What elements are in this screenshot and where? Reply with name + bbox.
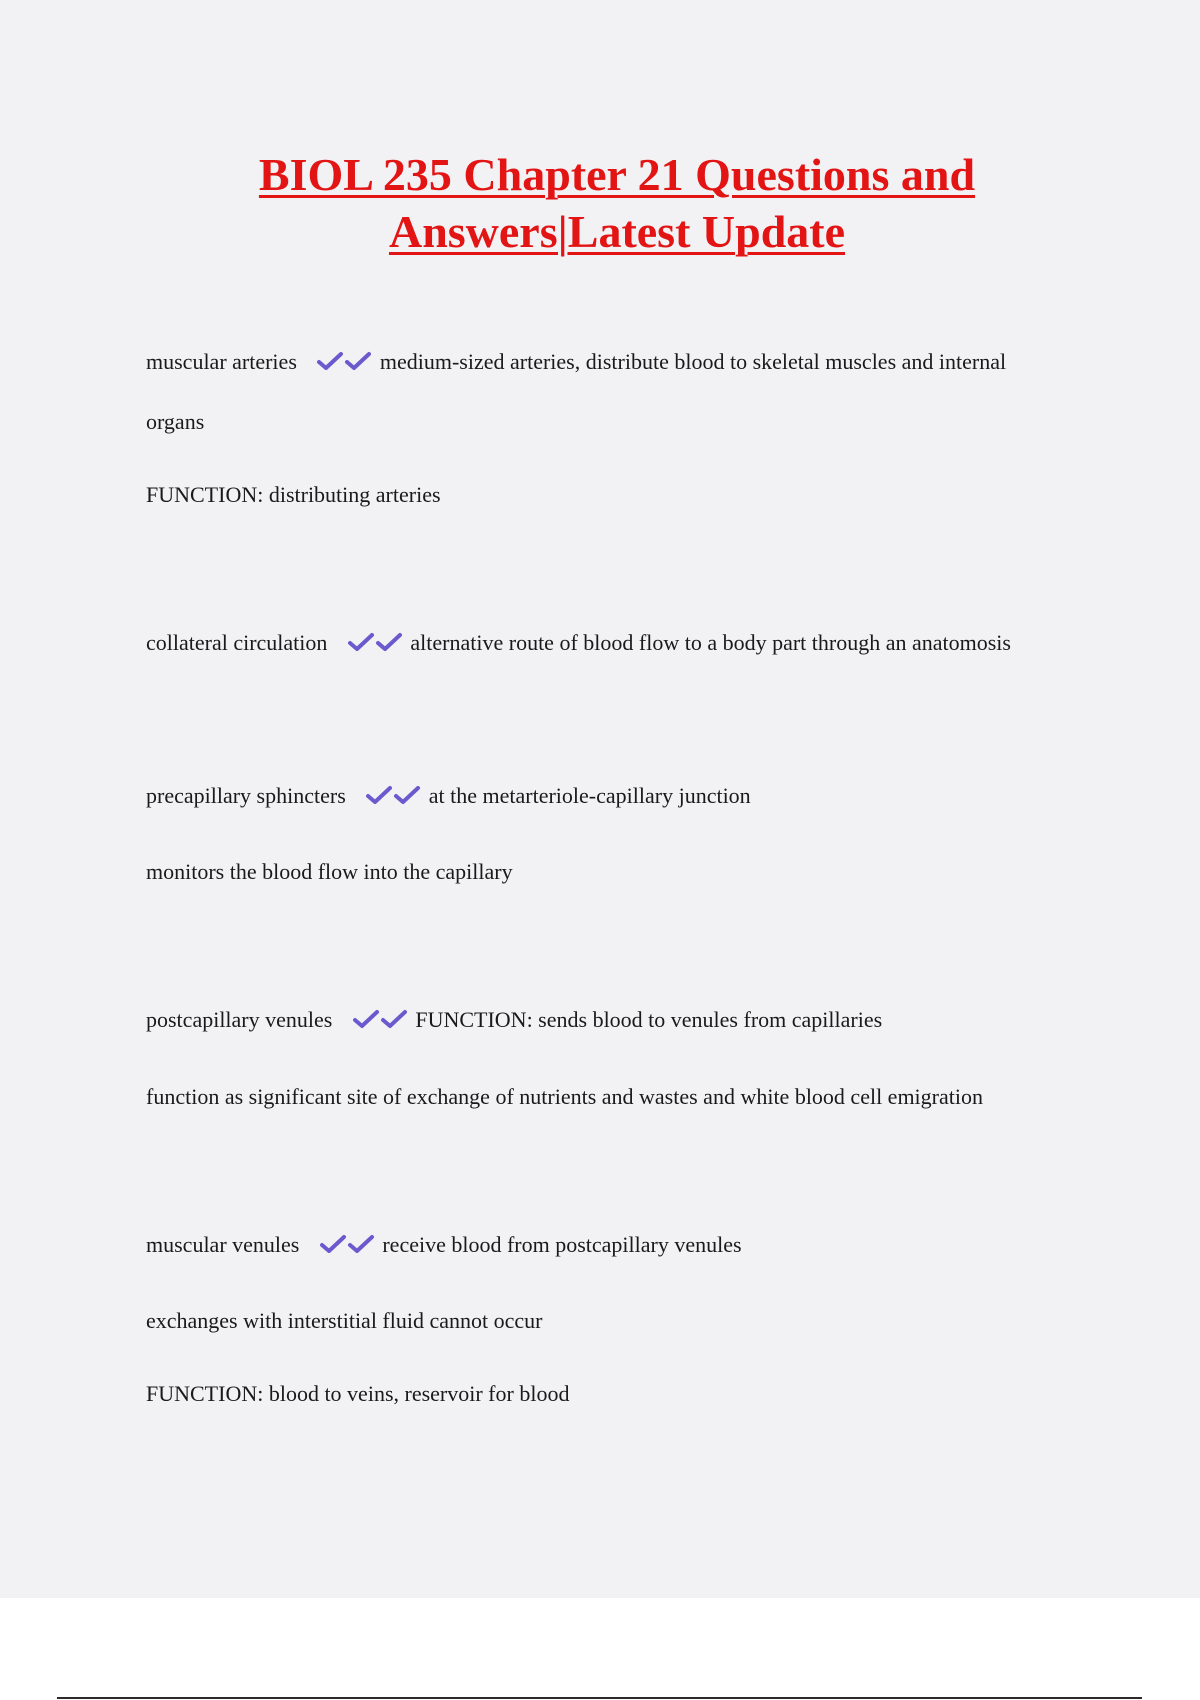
double-checkmark-icon	[347, 631, 403, 660]
qa-entry-postcapillary-venules	[146, 1006, 882, 1037]
answer-continuation: FUNCTION: distributing arteries	[146, 482, 441, 507]
answer-continuation: organs	[146, 409, 205, 434]
checkmark-icon	[380, 1008, 408, 1030]
title-line-2: Answers|Latest Update	[388, 206, 846, 257]
checkmark-icon	[375, 631, 403, 653]
checkmark-icon	[365, 784, 393, 806]
page-footer-divider	[57, 1697, 1142, 1699]
term: muscular arteries	[146, 349, 297, 374]
term: muscular venules	[146, 1232, 300, 1257]
checkmark-icon	[393, 784, 421, 806]
answer-continuation: function as significant site of exchange of nutrients and wastes and white blood cell emigration	[146, 1084, 983, 1109]
answer-continuation: monitors the blood flow into the capillary	[146, 859, 513, 884]
term: precapillary sphincters	[146, 783, 346, 808]
document-title	[0, 146, 1200, 260]
term: postcapillary venules	[146, 1007, 333, 1032]
term: collateral circulation	[146, 630, 328, 655]
double-checkmark-icon	[319, 1233, 375, 1262]
double-checkmark-icon	[365, 784, 421, 813]
answer: at the metarteriole-capillary junction	[428, 783, 751, 808]
double-checkmark-icon	[316, 350, 372, 379]
answer: alternative route of blood flow to a body part through an anatomosis	[410, 630, 1011, 655]
checkmark-icon	[347, 631, 375, 653]
qa-entry-muscular-venules	[146, 1231, 742, 1262]
checkmark-icon	[316, 350, 344, 372]
checkmark-icon	[344, 350, 372, 372]
qa-entry-collateral-circulation	[146, 629, 1011, 660]
checkmark-icon	[352, 1008, 380, 1030]
answer: medium-sized arteries, distribute blood to skeletal muscles and internal	[379, 349, 1007, 374]
answer: FUNCTION: sends blood to venules from capillaries	[415, 1007, 883, 1032]
qa-entry-precapillary-sphincters	[146, 782, 751, 813]
checkmark-icon	[347, 1233, 375, 1255]
answer: receive blood from postcapillary venules	[382, 1232, 742, 1257]
answer-continuation: exchanges with interstitial fluid cannot occur	[146, 1308, 543, 1333]
qa-entry-muscular-arteries	[146, 348, 1006, 379]
double-checkmark-icon	[352, 1008, 408, 1037]
answer-continuation: FUNCTION: blood to veins, reservoir for blood	[146, 1381, 570, 1406]
title-line-1: BIOL 235 Chapter 21 Questions and	[258, 149, 976, 200]
checkmark-icon	[319, 1233, 347, 1255]
